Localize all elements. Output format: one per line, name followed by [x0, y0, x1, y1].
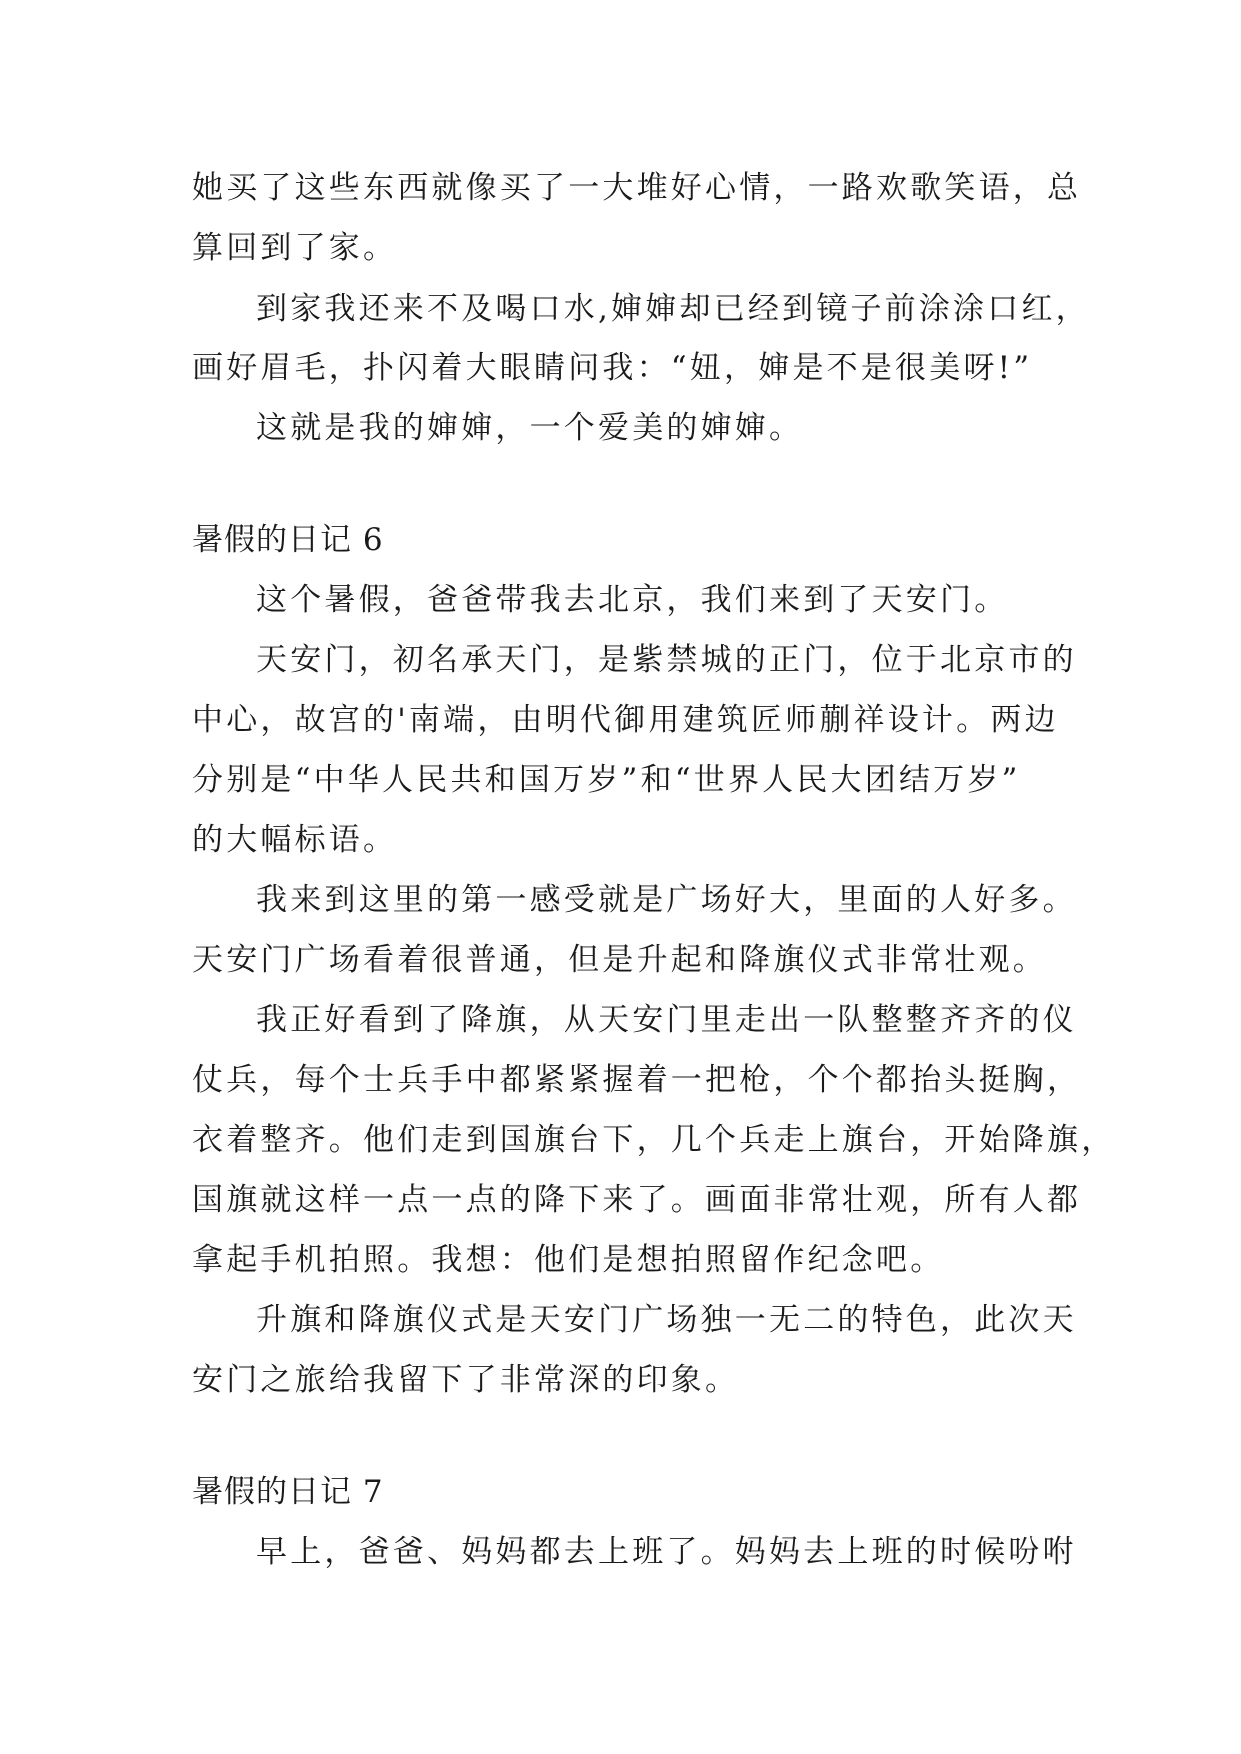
- body-text-line: 她买了这些东西就像买了一大堆好心情，一路欢歌笑语，总: [192, 170, 1082, 206]
- body-text-line: 的大幅标语。: [192, 822, 398, 858]
- body-text-line: 升旗和降旗仪式是天安门广场独一无二的特色，此次天: [256, 1302, 1077, 1338]
- body-text-line: 中心，故宫的'南端，由明代御用建筑匠师蒯祥设计。两边: [192, 702, 1059, 738]
- body-text-line: 天安门广场看着很普通，但是升起和降旗仪式非常壮观。: [192, 942, 1047, 978]
- body-text-line: 分别是“中华人民共和国万岁”和“世界人民大团结万岁”: [192, 762, 1021, 798]
- body-text-line: 安门之旅给我留下了非常深的印象。: [192, 1362, 740, 1398]
- body-text-line: 到家我还来不及喝口水,婶婶却已经到镜子前涂涂口红，: [256, 291, 1090, 327]
- body-text-line: 仗兵，每个士兵手中都紧紧握着一把枪，个个都抬头挺胸，: [192, 1062, 1082, 1098]
- body-text-line: 衣着整齐。他们走到国旗台下，几个兵走上旗台，开始降旗，: [192, 1122, 1116, 1158]
- section-heading: 暑假的日记 6: [192, 522, 384, 558]
- body-text-line: 拿起手机拍照。我想：他们是想拍照留作纪念吧。: [192, 1242, 945, 1278]
- body-text-line: 这个暑假，爸爸带我去北京，我们来到了天安门。: [256, 582, 1009, 618]
- body-text-line: 我来到这里的第一感受就是广场好大，里面的人好多。: [256, 882, 1077, 918]
- body-text-line: 国旗就这样一点一点的降下来了。画面非常壮观，所有人都: [192, 1182, 1082, 1218]
- body-text-line: 算回到了家。: [192, 230, 398, 266]
- section-heading: 暑假的日记 7: [192, 1474, 384, 1510]
- body-text-line: 这就是我的婶婶，一个爱美的婶婶。: [256, 410, 804, 446]
- body-text-line: 早上，爸爸、妈妈都去上班了。妈妈去上班的时候吩咐: [256, 1534, 1077, 1570]
- body-text-line: 画好眉毛，扑闪着大眼睛问我：“妞，婶是不是很美呀!”: [192, 350, 1033, 386]
- body-text-line: 我正好看到了降旗，从天安门里走出一队整整齐齐的仪: [256, 1002, 1077, 1038]
- body-text-line: 天安门，初名承天门，是紫禁城的正门，位于北京市的: [256, 642, 1077, 678]
